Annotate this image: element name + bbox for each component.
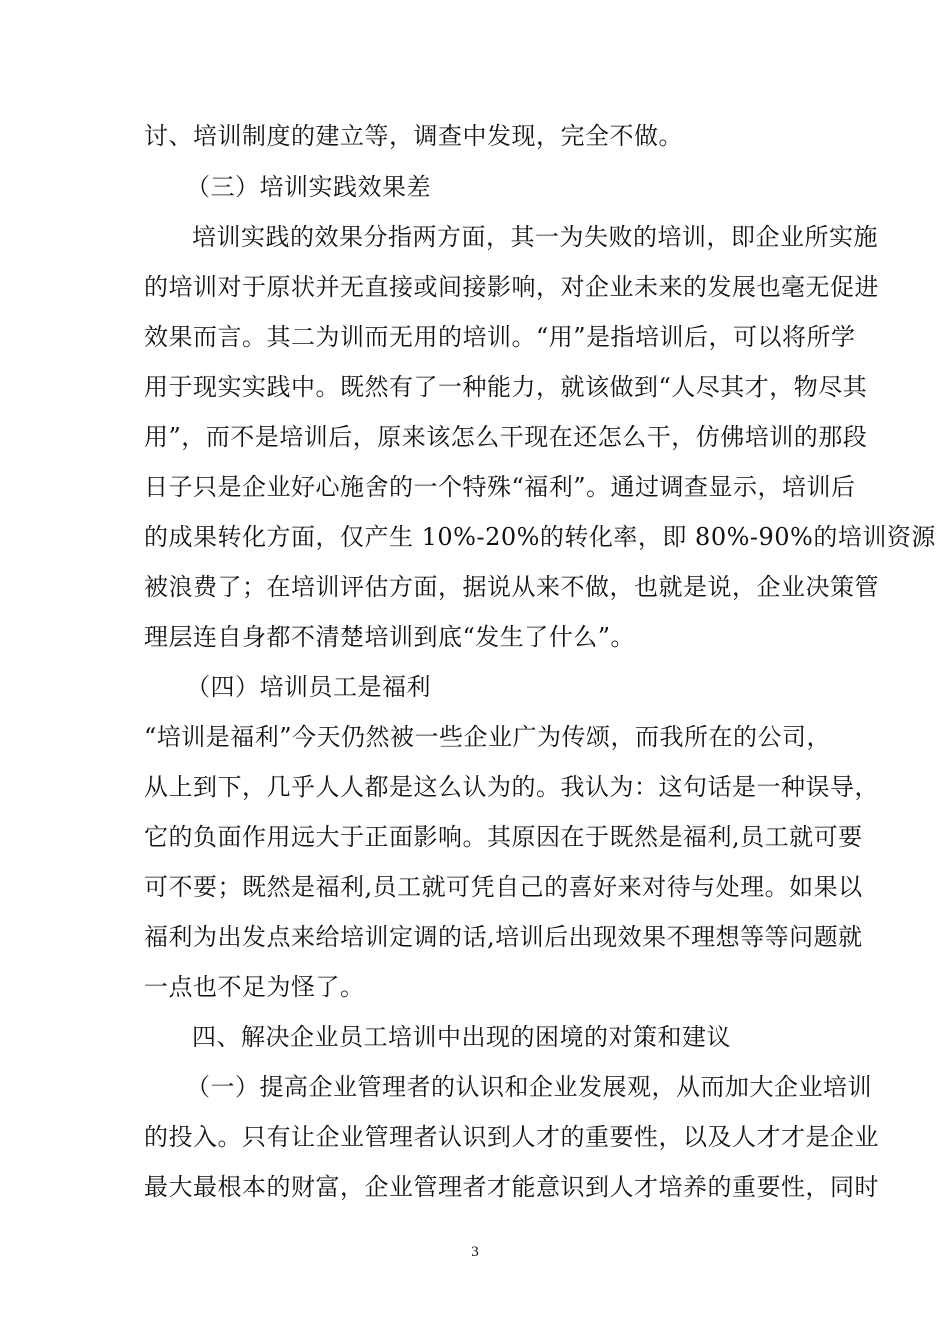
text-line: 的成果转化方面，仅产生 10%-20%的转化率，即 80%-90%的培训资源 — [144, 523, 936, 551]
text-line: 用”，而不是培训后，原来该怎么干现在还怎么干，仿佛培训的那段 — [144, 423, 868, 451]
text-line: 的培训对于原状并无直接或间接影响，对企业未来的发展也毫无促进 — [144, 273, 879, 301]
text-line: 它的负面作用远大于正面影响。其原因在于既然是福利,员工就可要 — [144, 823, 863, 851]
text-line: 被浪费了；在培训评估方面，据说从来不做，也就是说，企业决策管 — [144, 573, 879, 601]
text-line: 一点也不足为怪了。 — [144, 973, 365, 1001]
chapter-heading: 四、解决企业员工培训中出现的困境的对策和建议 — [192, 1023, 731, 1051]
text-line: 讨、培训制度的建立等，调查中发现，完全不做。 — [144, 122, 683, 150]
section-heading: （四）培训员工是福利 — [186, 673, 431, 701]
text-line: 最大最根本的财富，企业管理者才能意识到人才培养的重要性，同时 — [144, 1173, 879, 1201]
text-line: 效果而言。其二为训而无用的培训。“用”是指培训后，可以将所学 — [144, 323, 856, 351]
page-number: 3 — [471, 1244, 479, 1260]
text-line: “培训是福利”今天仍然被一些企业广为传颂，而我所在的公司， — [144, 723, 832, 751]
text-line: 理层连自身都不清楚培训到底“发生了什么”。 — [144, 623, 636, 651]
text-line: 用于现实实践中。既然有了一种能力，就该做到“人尽其才，物尽其 — [144, 373, 868, 401]
text-line: 可不要；既然是福利,员工就可凭自己的喜好来对待与处理。如果以 — [144, 873, 863, 901]
text-line: （一）提高企业管理者的认识和企业发展观，从而加大企业培训 — [186, 1073, 872, 1101]
text-line: 福利为出发点来给培训定调的话,培训后出现效果不理想等等问题就 — [144, 923, 863, 951]
text-line: 的投入。只有让企业管理者认识到人才的重要性，以及人才才是企业 — [144, 1123, 879, 1151]
section-heading: （三）培训实践效果差 — [186, 173, 431, 201]
text-line: 培训实践的效果分指两方面，其一为失败的培训，即企业所实施 — [192, 223, 878, 251]
text-line: 从上到下，几乎人人都是这么认为的。我认为：这句话是一种误导， — [144, 773, 879, 801]
text-line: 日子只是企业好心施舍的一个特殊“福利”。通过调查显示，培训后 — [144, 473, 856, 501]
